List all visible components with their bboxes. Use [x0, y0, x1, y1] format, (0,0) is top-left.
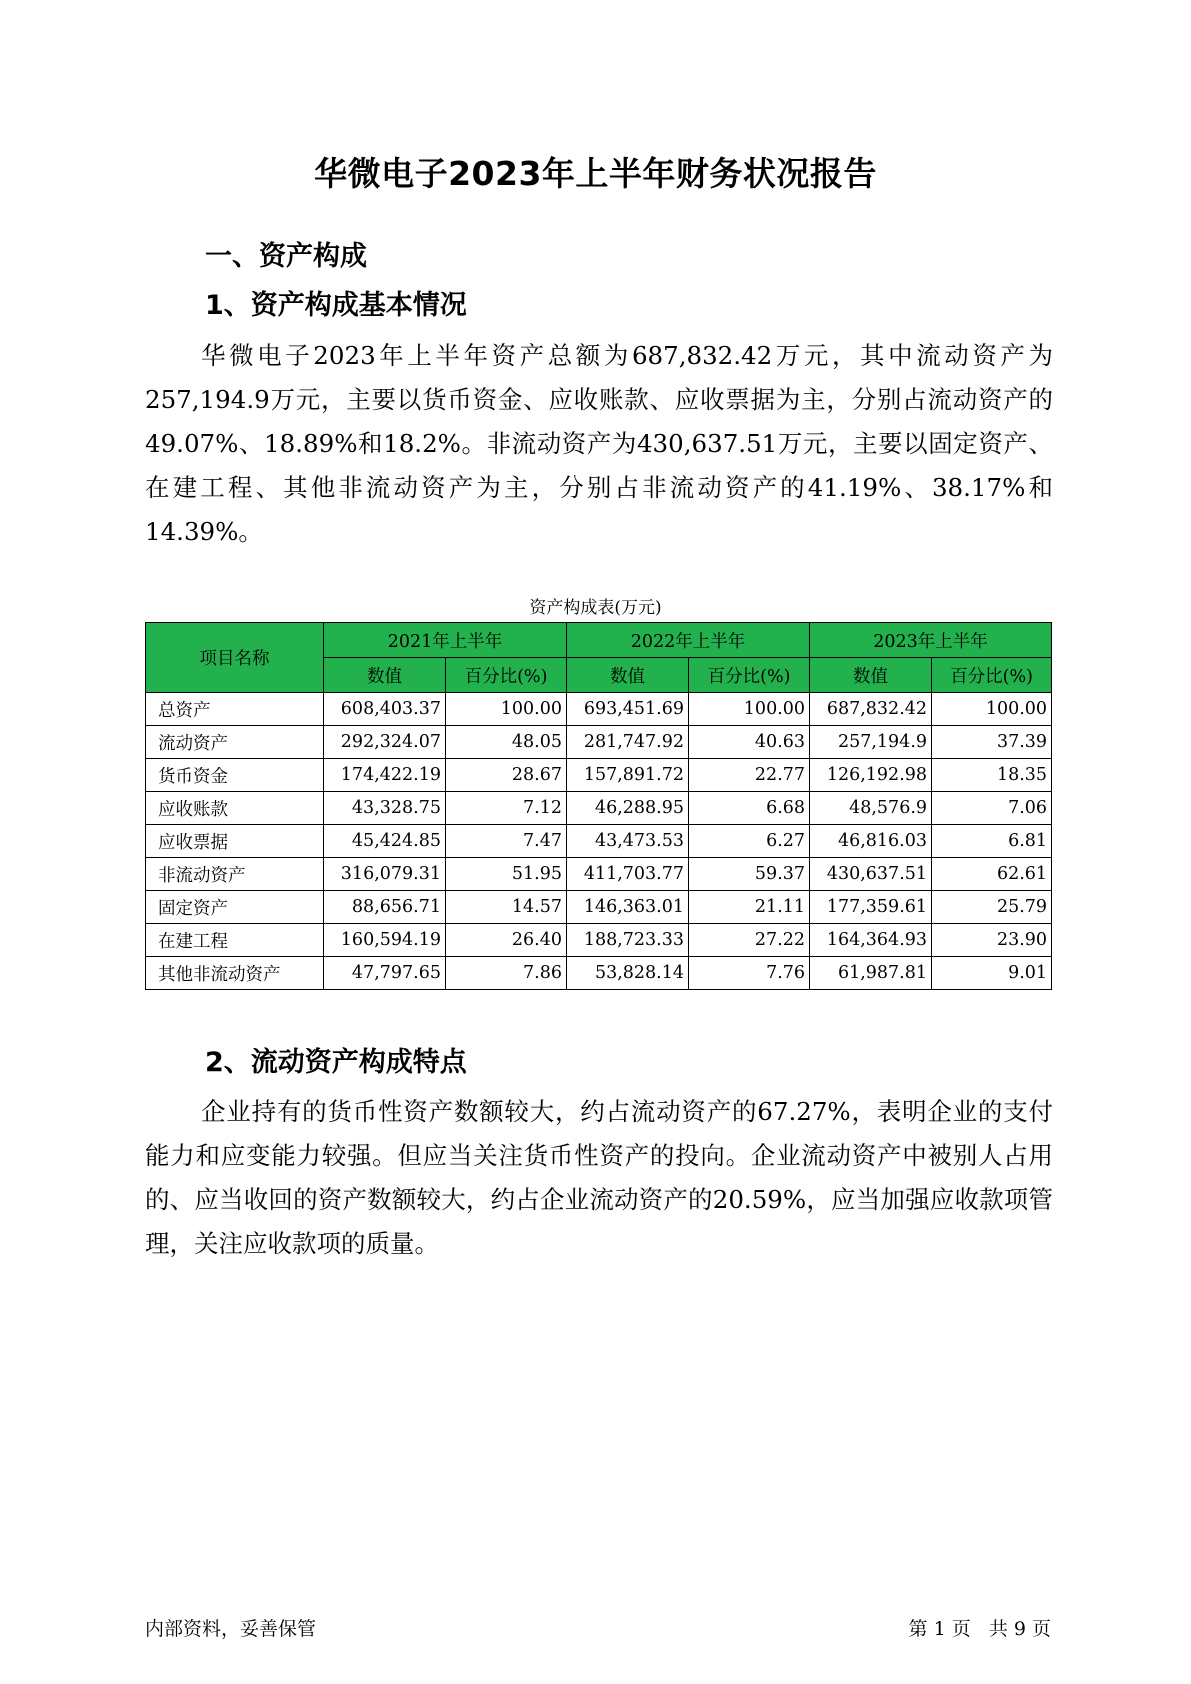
- percent-cell: 7.12: [446, 792, 567, 825]
- percent-cell: 7.86: [446, 957, 567, 990]
- value-cell: 281,747.92: [567, 726, 689, 759]
- value-cell: 43,473.53: [567, 825, 689, 858]
- table-row: [146, 693, 1052, 726]
- value-cell: 411,703.77: [567, 858, 689, 891]
- row-item-name: 总资产: [146, 693, 324, 726]
- table-row: [146, 726, 1052, 759]
- row-item-name: 在建工程: [146, 924, 324, 957]
- percent-header: 百分比(%): [932, 658, 1052, 693]
- value-cell: 177,359.61: [810, 891, 932, 924]
- value-cell: 157,891.72: [567, 759, 689, 792]
- percent-cell: 9.01: [932, 957, 1052, 990]
- percent-cell: 26.40: [446, 924, 567, 957]
- value-cell: 430,637.51: [810, 858, 932, 891]
- percent-cell: 100.00: [932, 693, 1052, 726]
- table-row: [146, 759, 1052, 792]
- period-header-2023: 2023年上半年: [810, 623, 1052, 658]
- row-item-name: 应收账款: [146, 792, 324, 825]
- value-cell: 48,576.9: [810, 792, 932, 825]
- value-cell: 687,832.42: [810, 693, 932, 726]
- percent-header: 百分比(%): [446, 658, 567, 693]
- percent-cell: 28.67: [446, 759, 567, 792]
- value-cell: 146,363.01: [567, 891, 689, 924]
- asset-composition-table: [145, 622, 1052, 990]
- percent-cell: 7.47: [446, 825, 567, 858]
- value-cell: 53,828.14: [567, 957, 689, 990]
- row-item-name: 其他非流动资产: [146, 957, 324, 990]
- percent-cell: 14.57: [446, 891, 567, 924]
- percent-cell: 6.81: [932, 825, 1052, 858]
- percent-cell: 6.68: [689, 792, 810, 825]
- percent-cell: 59.37: [689, 858, 810, 891]
- current-assets-paragraph: 企业持有的货币性资产数额较大，约占流动资产的67.27%，表明企业的支付能力和应变能力较强。但应当关注货币性资产的投向。企业流动资产中被别人占用的、应当收回的资产数额较大，约占企业流动资产的20.59%，应当加强应收款项管理，关注应收款项的质量。: [145, 1097, 1053, 1258]
- value-cell: 126,192.98: [810, 759, 932, 792]
- subsection-heading-basic-situation: 1、资产构成基本情况: [205, 290, 467, 321]
- value-cell: 292,324.07: [324, 726, 446, 759]
- period-header-2021: 2021年上半年: [324, 623, 567, 658]
- value-cell: 160,594.19: [324, 924, 446, 957]
- value-cell: 45,424.85: [324, 825, 446, 858]
- percent-cell: 25.79: [932, 891, 1052, 924]
- percent-header: 百分比(%): [689, 658, 810, 693]
- row-item-name: 非流动资产: [146, 858, 324, 891]
- value-cell: 608,403.37: [324, 693, 446, 726]
- value-cell: 316,079.31: [324, 858, 446, 891]
- percent-cell: 40.63: [689, 726, 810, 759]
- subsection-heading-current-assets: 2、流动资产构成特点: [205, 1047, 467, 1078]
- section-heading-asset-composition: 一、资产构成: [205, 241, 367, 272]
- value-cell: 61,987.81: [810, 957, 932, 990]
- percent-cell: 21.11: [689, 891, 810, 924]
- value-cell: 46,288.95: [567, 792, 689, 825]
- percent-cell: 7.06: [932, 792, 1052, 825]
- percent-cell: 23.90: [932, 924, 1052, 957]
- percent-cell: 62.61: [932, 858, 1052, 891]
- value-cell: 43,328.75: [324, 792, 446, 825]
- table-body: [146, 693, 1052, 990]
- percent-cell: 6.27: [689, 825, 810, 858]
- value-cell: 174,422.19: [324, 759, 446, 792]
- table-caption: 资产构成表(万元): [529, 598, 662, 618]
- table-row: [146, 792, 1052, 825]
- table-row: [146, 858, 1052, 891]
- value-cell: 188,723.33: [567, 924, 689, 957]
- footer-page-number: 第 1 页 共 9 页: [908, 1618, 1051, 1640]
- row-item-name: 货币资金: [146, 759, 324, 792]
- row-item-name: 固定资产: [146, 891, 324, 924]
- value-cell: 164,364.93: [810, 924, 932, 957]
- row-item-name: 应收票据: [146, 825, 324, 858]
- value-cell: 47,797.65: [324, 957, 446, 990]
- value-cell: 88,656.71: [324, 891, 446, 924]
- footer-confidential-note: 内部资料，妥善保管: [145, 1618, 317, 1640]
- table-row: [146, 891, 1052, 924]
- report-title: 华微电子2023年上半年财务状况报告: [314, 154, 877, 193]
- basic-situation-paragraph: 华微电子2023年上半年资产总额为687,832.42万元，其中流动资产为257,194.9万元，主要以货币资金、应收账款、应收票据为主，分别占流动资产的49.07%、18.89%和18.2%。非流动资产为430,637.51万元，主要以固定资产、在建工程、其他非流动资产为主，分别占非流动资产的41.19%、38.17%和14.39%。: [145, 341, 1053, 546]
- percent-cell: 100.00: [446, 693, 567, 726]
- percent-cell: 51.95: [446, 858, 567, 891]
- value-header: 数值: [567, 658, 689, 693]
- value-header: 数值: [810, 658, 932, 693]
- percent-cell: 48.05: [446, 726, 567, 759]
- percent-cell: 7.76: [689, 957, 810, 990]
- value-cell: 693,451.69: [567, 693, 689, 726]
- table-row: [146, 825, 1052, 858]
- percent-cell: 22.77: [689, 759, 810, 792]
- percent-cell: 27.22: [689, 924, 810, 957]
- percent-cell: 18.35: [932, 759, 1052, 792]
- row-item-name: 流动资产: [146, 726, 324, 759]
- value-cell: 46,816.03: [810, 825, 932, 858]
- value-cell: 257,194.9: [810, 726, 932, 759]
- percent-cell: 100.00: [689, 693, 810, 726]
- table-row: [146, 924, 1052, 957]
- item-name-header: 项目名称: [146, 623, 324, 693]
- table-row: [146, 957, 1052, 990]
- value-header: 数值: [324, 658, 446, 693]
- percent-cell: 37.39: [932, 726, 1052, 759]
- period-header-2022: 2022年上半年: [567, 623, 810, 658]
